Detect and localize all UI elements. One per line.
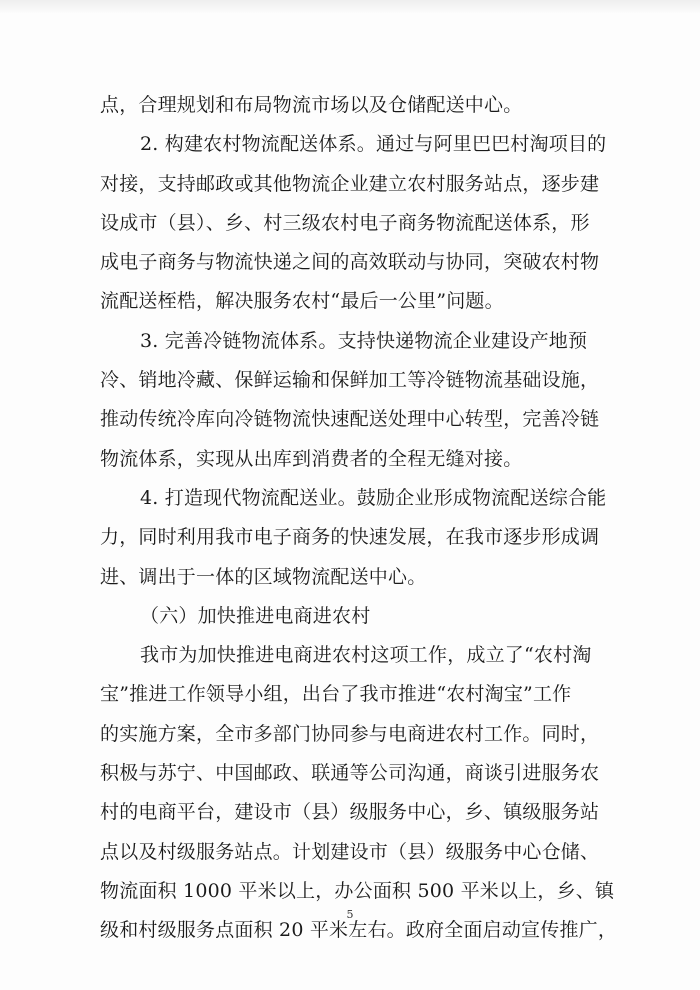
- paragraph-line: 2. 构建农村物流配送体系。通过与阿里巴巴村淘项目的: [140, 133, 607, 156]
- paragraph-line: 的实施方案，全市多部门协同参与电商进农村工作。同时，: [100, 722, 600, 745]
- section-heading: （六）加快推进电商进农村: [140, 604, 371, 627]
- paragraph-line: 成电子商务与物流快递之间的高效联动与协同，突破农村物: [100, 251, 600, 274]
- paragraph-line: 3. 完善冷链物流体系。支持快递物流企业建设产地预: [140, 329, 588, 352]
- paragraph-line: 物流体系，实现从出库到消费者的全程无缝对接。: [100, 447, 523, 470]
- paragraph-line: 对接，支持邮政或其他物流企业建立农村服务站点，逐步建: [100, 172, 600, 195]
- paragraph-line: 我市为加快推进电商进农村这项工作，成立了“农村淘: [140, 644, 592, 667]
- paragraph-line: 设成市（县）、乡、村三级农村电子商务物流配送体系，形: [100, 211, 590, 234]
- paragraph-line: 点，合理规划和布局物流市场以及仓储配送中心。: [100, 94, 523, 116]
- paragraph-line: 级和村级服务点面积 20 平米左右。政府全面启动宣传推广，: [100, 919, 618, 942]
- paragraph-line: 村的电商平台，建设市（县）级服务中心，乡、镇级服务站: [100, 801, 600, 824]
- paragraph-line: 进、调出于一体的区域物流配送中心。: [100, 565, 427, 588]
- paragraph-line: 4. 打造现代物流配送业。鼓励企业形成物流配送综合能: [140, 486, 607, 509]
- paragraph-line: 积极与苏宁、中国邮政、联通等公司沟通，商谈引进服务农: [100, 762, 600, 785]
- document-body: [100, 86, 620, 951]
- paragraph-line: 推动传统冷库向冷链物流快速配送处理中心转型，完善冷链: [100, 408, 600, 431]
- paragraph-line: 点以及村级服务站点。计划建设市（县）级服务中心仓储、: [100, 840, 600, 863]
- paragraph-line: 力，同时利用我市电子商务的快速发展，在我市逐步形成调: [100, 526, 600, 549]
- paragraph-line: 冷、销地冷藏、保鲜运输和保鲜加工等冷链物流基础设施，: [100, 369, 600, 392]
- paragraph-line: 物流面积 1000 平米以上，办公面积 500 平米以上，乡、镇: [100, 879, 615, 902]
- paragraph-line: 宝”推进工作领导小组，出台了我市推进“农村淘宝”工作: [100, 683, 572, 706]
- paragraph-line: 流配送桎梏，解决服务农村“最后一公里”问题。: [100, 290, 504, 313]
- scan-edge: [0, 0, 700, 14]
- page-number: 5: [346, 908, 354, 921]
